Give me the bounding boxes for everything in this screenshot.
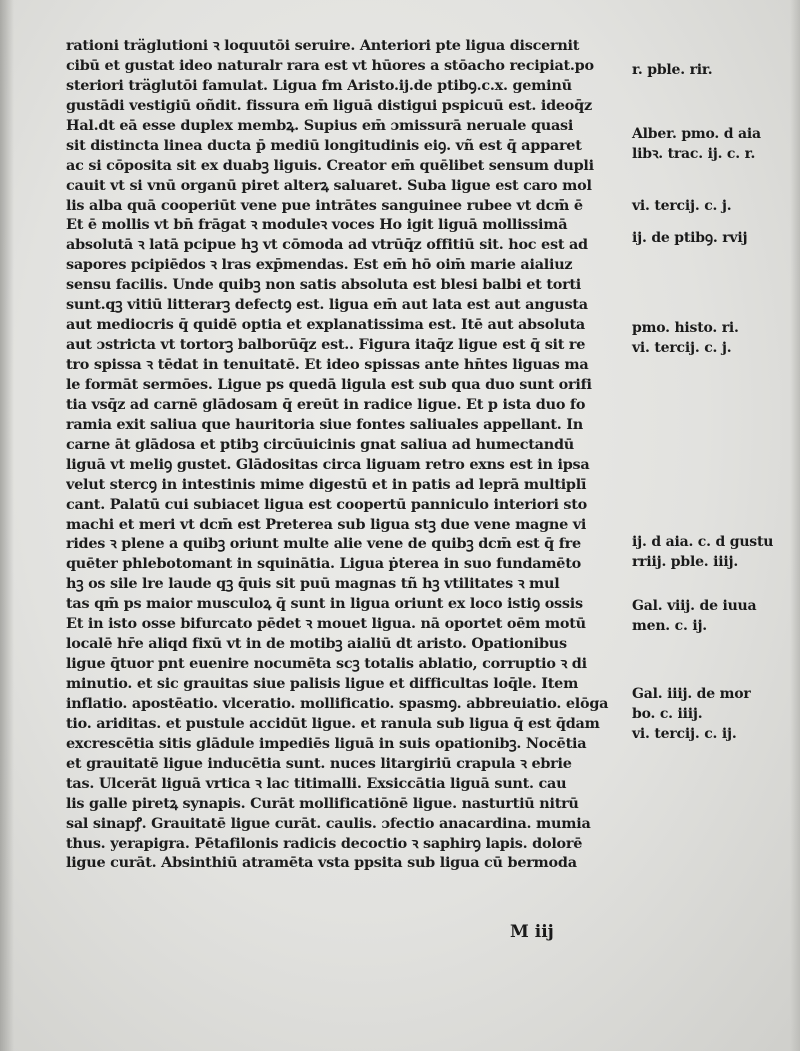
text-line: minutio. et sic grauitas siue palisis ligue et difficultas loq̄le. Item: [66, 675, 579, 692]
text-line: sal sinapꝭ. Grauitatē ligue curāt. caulis. ɔfectio anacardina. mumia: [66, 814, 591, 832]
text-line: le formāt sermōes. Ligue ps quedā ligula est sub qua duo sunt orifi: [66, 375, 592, 393]
text-line: machi et meri vt dcm̄ est Preterea sub ligua stꝫ due vene magne vi: [66, 515, 587, 533]
text-line: cant. Palatū cui subiacet ligua est coopertū panniculo interiori sto: [66, 495, 588, 513]
margin-note-line: vi. tercij. c. j.: [632, 198, 732, 214]
text-line: velut stercꝯ in intestinis mime digestū et in patis ad leprā multiplī: [66, 475, 587, 493]
text-line: thus. yerapigra. Pētafilonis radicis decoctio ꝛ saphirꝯ lapis. dolorē: [66, 834, 583, 852]
margin-note: [632, 228, 792, 248]
text-line: rationi träglutioni ꝛ loquutōi seruire. Anteriori pte ligua discernit: [66, 37, 580, 54]
text-line: lis alba quā cooperiūt vene pue intrātes sanguinee rubee vt dcm̄ ē: [66, 196, 583, 214]
text-line: Et ē mollis vt bn̄ frāgat ꝛ moduleꝛ voces Ho igit liguā mollissimā: [66, 216, 568, 234]
margin-note-line: ij. d aia. c. d gustu: [632, 534, 774, 550]
margin-note-line: ij. de ptibꝯ. rvij: [632, 230, 748, 246]
text-line: steriori träglutōi famulat. Ligua fm Aristo.ij.de ptibꝯ.c.x. geminū: [66, 76, 572, 94]
text-line: sunt.qꝫ vitiū litterarꝫ defectꝯ est. ligua em̄ aut lata est aut angusta: [66, 296, 588, 314]
text-line: inflatio. apostēatio. vlceratio. mollificatio. spasmꝯ. abbreuiatio. elōga: [66, 694, 609, 712]
margin-note-line: vi. tercij. c. ij.: [632, 726, 737, 742]
text-line: rides ꝛ plene a quibꝫ oriunt multe alie vene de quibꝫ dcm̄ est q̄ fre: [66, 535, 581, 553]
text-line: sensu facilis. Unde quibꝫ non satis absoluta est blesi balbi et torti: [66, 276, 582, 294]
margin-note: [632, 684, 792, 744]
margin-note-line: rriij. pble. iiij.: [632, 554, 739, 570]
text-line: carne āt glādosa et ptibꝫ circūuicinis gnat saliua ad humectandū: [66, 435, 574, 453]
margin-note-line: libꝛ. trac. ij. c. r.: [632, 146, 756, 162]
text-line: et grauitatē ligue inducētia sunt. nuces litargiriū crapula ꝛ ebrie: [66, 754, 572, 772]
margin-note-line: Gal. iiij. de mor: [632, 686, 751, 702]
text-line: lis galle piretꝝ synapis. Curāt mollificatiōnē ligue. nasturtiū nitrū: [66, 794, 579, 812]
text-line: tia vsq̄z ad carnē glādosam q̄ ereūt in radice ligue. Et p ista duo fo: [66, 395, 586, 413]
text-line: ramia exit saliua que hauritoria siue fontes saliuales appellant. In: [66, 415, 583, 433]
margin-note-line: vi. tercij. c. j.: [632, 340, 732, 356]
text-line: ac si cōposita sit ex duabꝫ liguis. Creator em̄ quēlibet sensum dupli: [66, 156, 594, 174]
text-line: absolutā ꝛ latā pcipue hꝫ vt cōmoda ad vtrūq̄z offitiū sit. hoc est ad: [66, 236, 588, 254]
text-line: Et in isto osse bifurcato pēdet ꝛ mouet ligua. nā oportet oēm motū: [66, 615, 586, 633]
text-line: hꝫ os sile lre laude qꝫ q̄uis sit puū magnas tñ hꝫ vtilitates ꝛ mul: [66, 575, 560, 593]
text-line: Hal.dt eā esse duplex membꝝ. Supius em̄ ɔmissurā neruale quasi: [66, 116, 574, 134]
margin-note-line: Gal. viij. de iuua: [632, 598, 757, 614]
text-line: tas. Ulcerāt liguā vrtica ꝛ lac titimalli. Exsiccātia liguā sunt. cau: [66, 774, 567, 792]
text-line: ligue q̄tuor pnt euenire nocumēta scꝫ totalis ablatio, corruptio ꝛ di: [66, 655, 587, 673]
margin-note: [632, 196, 792, 216]
margin-note-line: men. c. ij.: [632, 618, 707, 634]
margin-note-line: bo. c. iiij.: [632, 706, 703, 722]
text-line: localē hr̄e aliqd fixū vt in de motibꝫ aialiū dt aristo. Opationibus: [66, 635, 567, 653]
text-line: excrescētia sitis glādule impediēs liguā in suis opationibꝫ. Nocētia: [66, 734, 587, 752]
text-line: tas qm̄ ps maior musculoꝝ q̄ sunt in ligua oriunt ex loco istiꝯ ossis: [66, 595, 583, 613]
text-line: ligue curāt. Absinthiū atramēta vsta ppsita sub ligua cū bermoda: [66, 854, 577, 872]
text-line: aut mediocris q̄ quidē optia et explanatissima est. Itē aut absoluta: [66, 316, 585, 334]
margin-note-line: pmo. histo. ri.: [632, 320, 739, 336]
text-line: aut ɔstricta vt tortorꝫ balborūq̄z est.. Figura itaq̄z ligue est q̄ sit re: [66, 336, 586, 354]
text-line: sit distincta linea ducta p̄ mediū longitudinis eiꝯ. vñ est q̄ apparet: [66, 136, 582, 154]
text-line: quēter phlebotomant in squinātia. Ligua ṗterea in suo fundamēto: [66, 555, 581, 573]
text-line: cibū et gustat ideo naturalr rara est vt hūores a stōacho recipiat.po: [66, 56, 594, 74]
text-line: tio. ariditas. et pustule accidūt ligue. et ranula sub ligua q̄ est q̄dam: [66, 714, 600, 732]
text-line: cauit vt si vnū organū piret alterꝝ saluaret. Suba ligue est caro mol: [66, 176, 592, 194]
margin-note: [632, 124, 792, 164]
margin-note: [632, 60, 792, 80]
margin-note: [632, 596, 792, 636]
text-line: sapores pcipiēdos ꝛ lras exp̄mendas. Est em̄ hō oim̄ marie aialiuz: [66, 256, 573, 274]
signature-mark: M iij: [510, 922, 554, 942]
margin-note: [632, 532, 792, 572]
main-text-column: [66, 36, 626, 873]
margin-note-line: r. pble. rir.: [632, 62, 713, 78]
text-line: liguā vt meliꝯ gustet. Glādositas circa liguam retro exns est in ipsa: [66, 455, 590, 473]
text-line: gustādi vestigiū oñdit. fissura em̄ liguā distigui pspicuū est. ideoq̄z: [66, 96, 592, 114]
text-line: tro spissa ꝛ tēdat in tenuitatē. Et ideo spissas ante hn̄tes liguas ma: [66, 356, 589, 373]
margin-note: [632, 318, 792, 358]
margin-note-line: Alber. pmo. d aia: [632, 126, 761, 142]
